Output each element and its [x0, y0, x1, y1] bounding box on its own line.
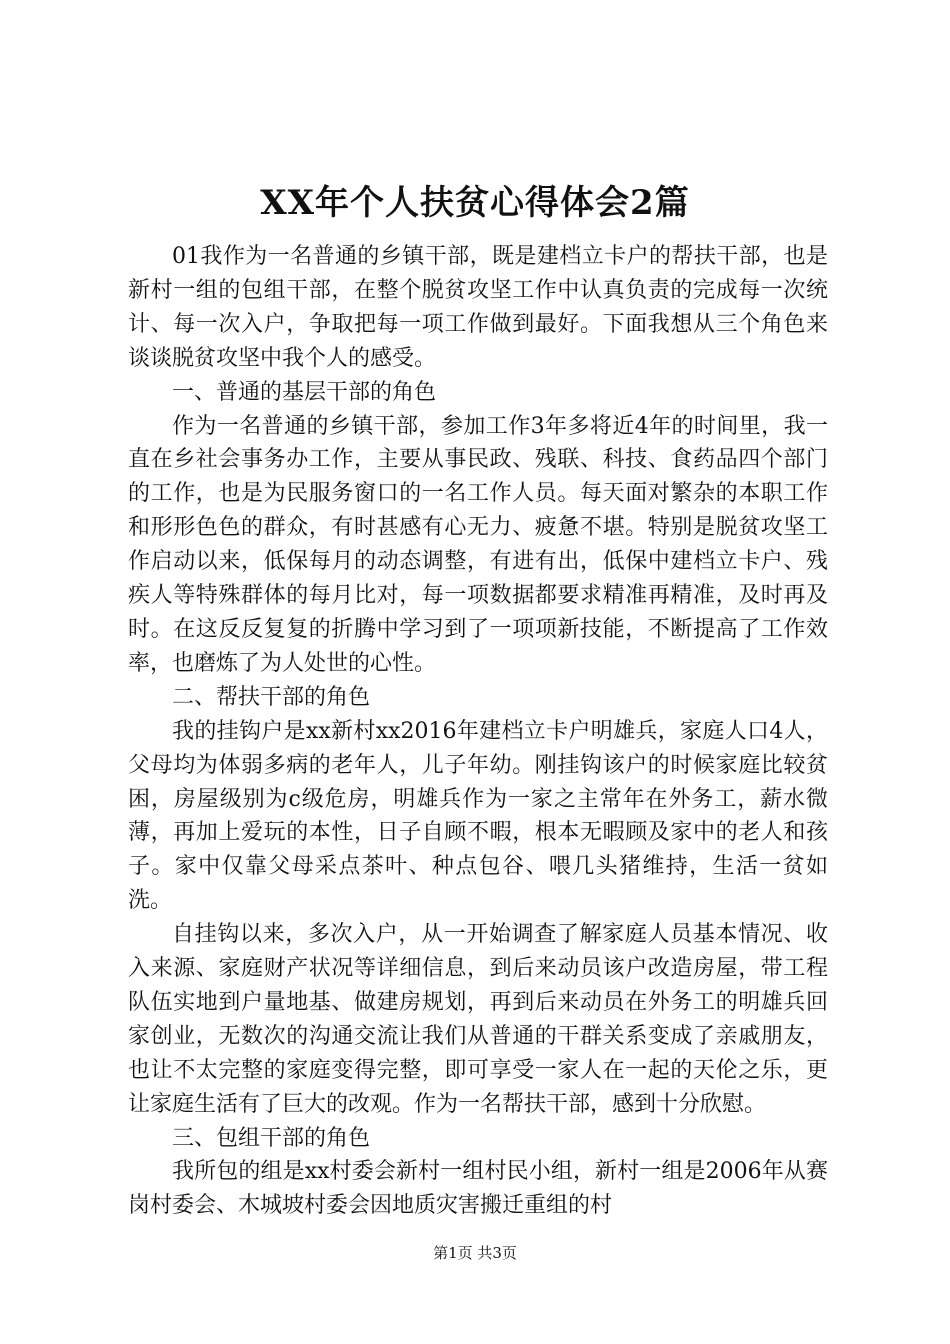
paragraph-intro: 01我作为一名普通的乡镇干部，既是建档立卡户的帮扶干部，也是新村一组的包组干部，在整个脱贫攻坚工作中认真负责的完成每一次统计、每一次入户，争取把每一项工作做到最好。下面我想从三个角色来谈谈脱贫攻坚中我个人的感受。 — [128, 244, 828, 371]
paragraph-section-2b: 自挂钩以来，多次入户，从一开始调查了解家庭人员基本情况、收入来源、家庭财产状况等详细信息，到后来动员该户改造房屋，带工程队伍实地到户量地基、做建房规划，再到后来动员在外务工的明雄兵回家创业，无数次的沟通交流让我们从普通的干群关系变成了亲戚朋友，也让不太完整的家庭变得完整，即可享受一家人在一起的天伦之乐，更让家庭生活有了巨大的改观。作为一名帮扶干部，感到十分欣慰。 — [128, 922, 828, 1117]
section-heading-3: 三、包组干部的角色 — [172, 1125, 371, 1151]
page-number-footer: 第1页 共3页 — [433, 1244, 517, 1262]
section-heading-1: 一、普通的基层干部的角色 — [172, 379, 437, 405]
paragraph-section-3: 我所包的组是xx村委会新村一组村民小组，新村一组是2006年从赛岗村委会、木城坡村委会因地质灾害搬迁重组的村 — [128, 1159, 828, 1219]
document-title: XX年个人扶贫心得体会2篇 — [260, 183, 690, 223]
section-heading-2: 二、帮扶干部的角色 — [172, 684, 371, 710]
document-body — [128, 240, 828, 1223]
paragraph-section-1: 作为一名普通的乡镇干部，参加工作3年多将近4年的时间里，我一直在乡社会事务办工作，主要从事民政、残联、科技、食药品四个部门的工作，也是为民服务窗口的一名工作人员。每天面对繁杂的本职工作和形形色色的群众，有时甚感有心无力、疲惫不堪。特别是脱贫攻坚工作启动以来，低保每月的动态调整，有进有出，低保中建档立卡户、残疾人等特殊群体的每月比对，每一项数据都要求精准再精准，及时再及时。在这反反复复的折腾中学习到了一项项新技能，不断提高了工作效率，也磨炼了为人处世的心性。 — [128, 413, 828, 676]
paragraph-section-2a: 我的挂钩户是xx新村xx2016年建档立卡户明雄兵，家庭人口4人，父母均为体弱多病的老年人，儿子年幼。刚挂钩该户的时候家庭比较贫困，房屋级别为c级危房，明雄兵作为一家之主常年在外务工，薪水微薄，再加上爱玩的本性，日子自顾不暇，根本无暇顾及家中的老人和孩子。家中仅靠父母采点茶叶、种点包谷、喂几头猪维持，生活一贫如洗。 — [128, 718, 828, 914]
